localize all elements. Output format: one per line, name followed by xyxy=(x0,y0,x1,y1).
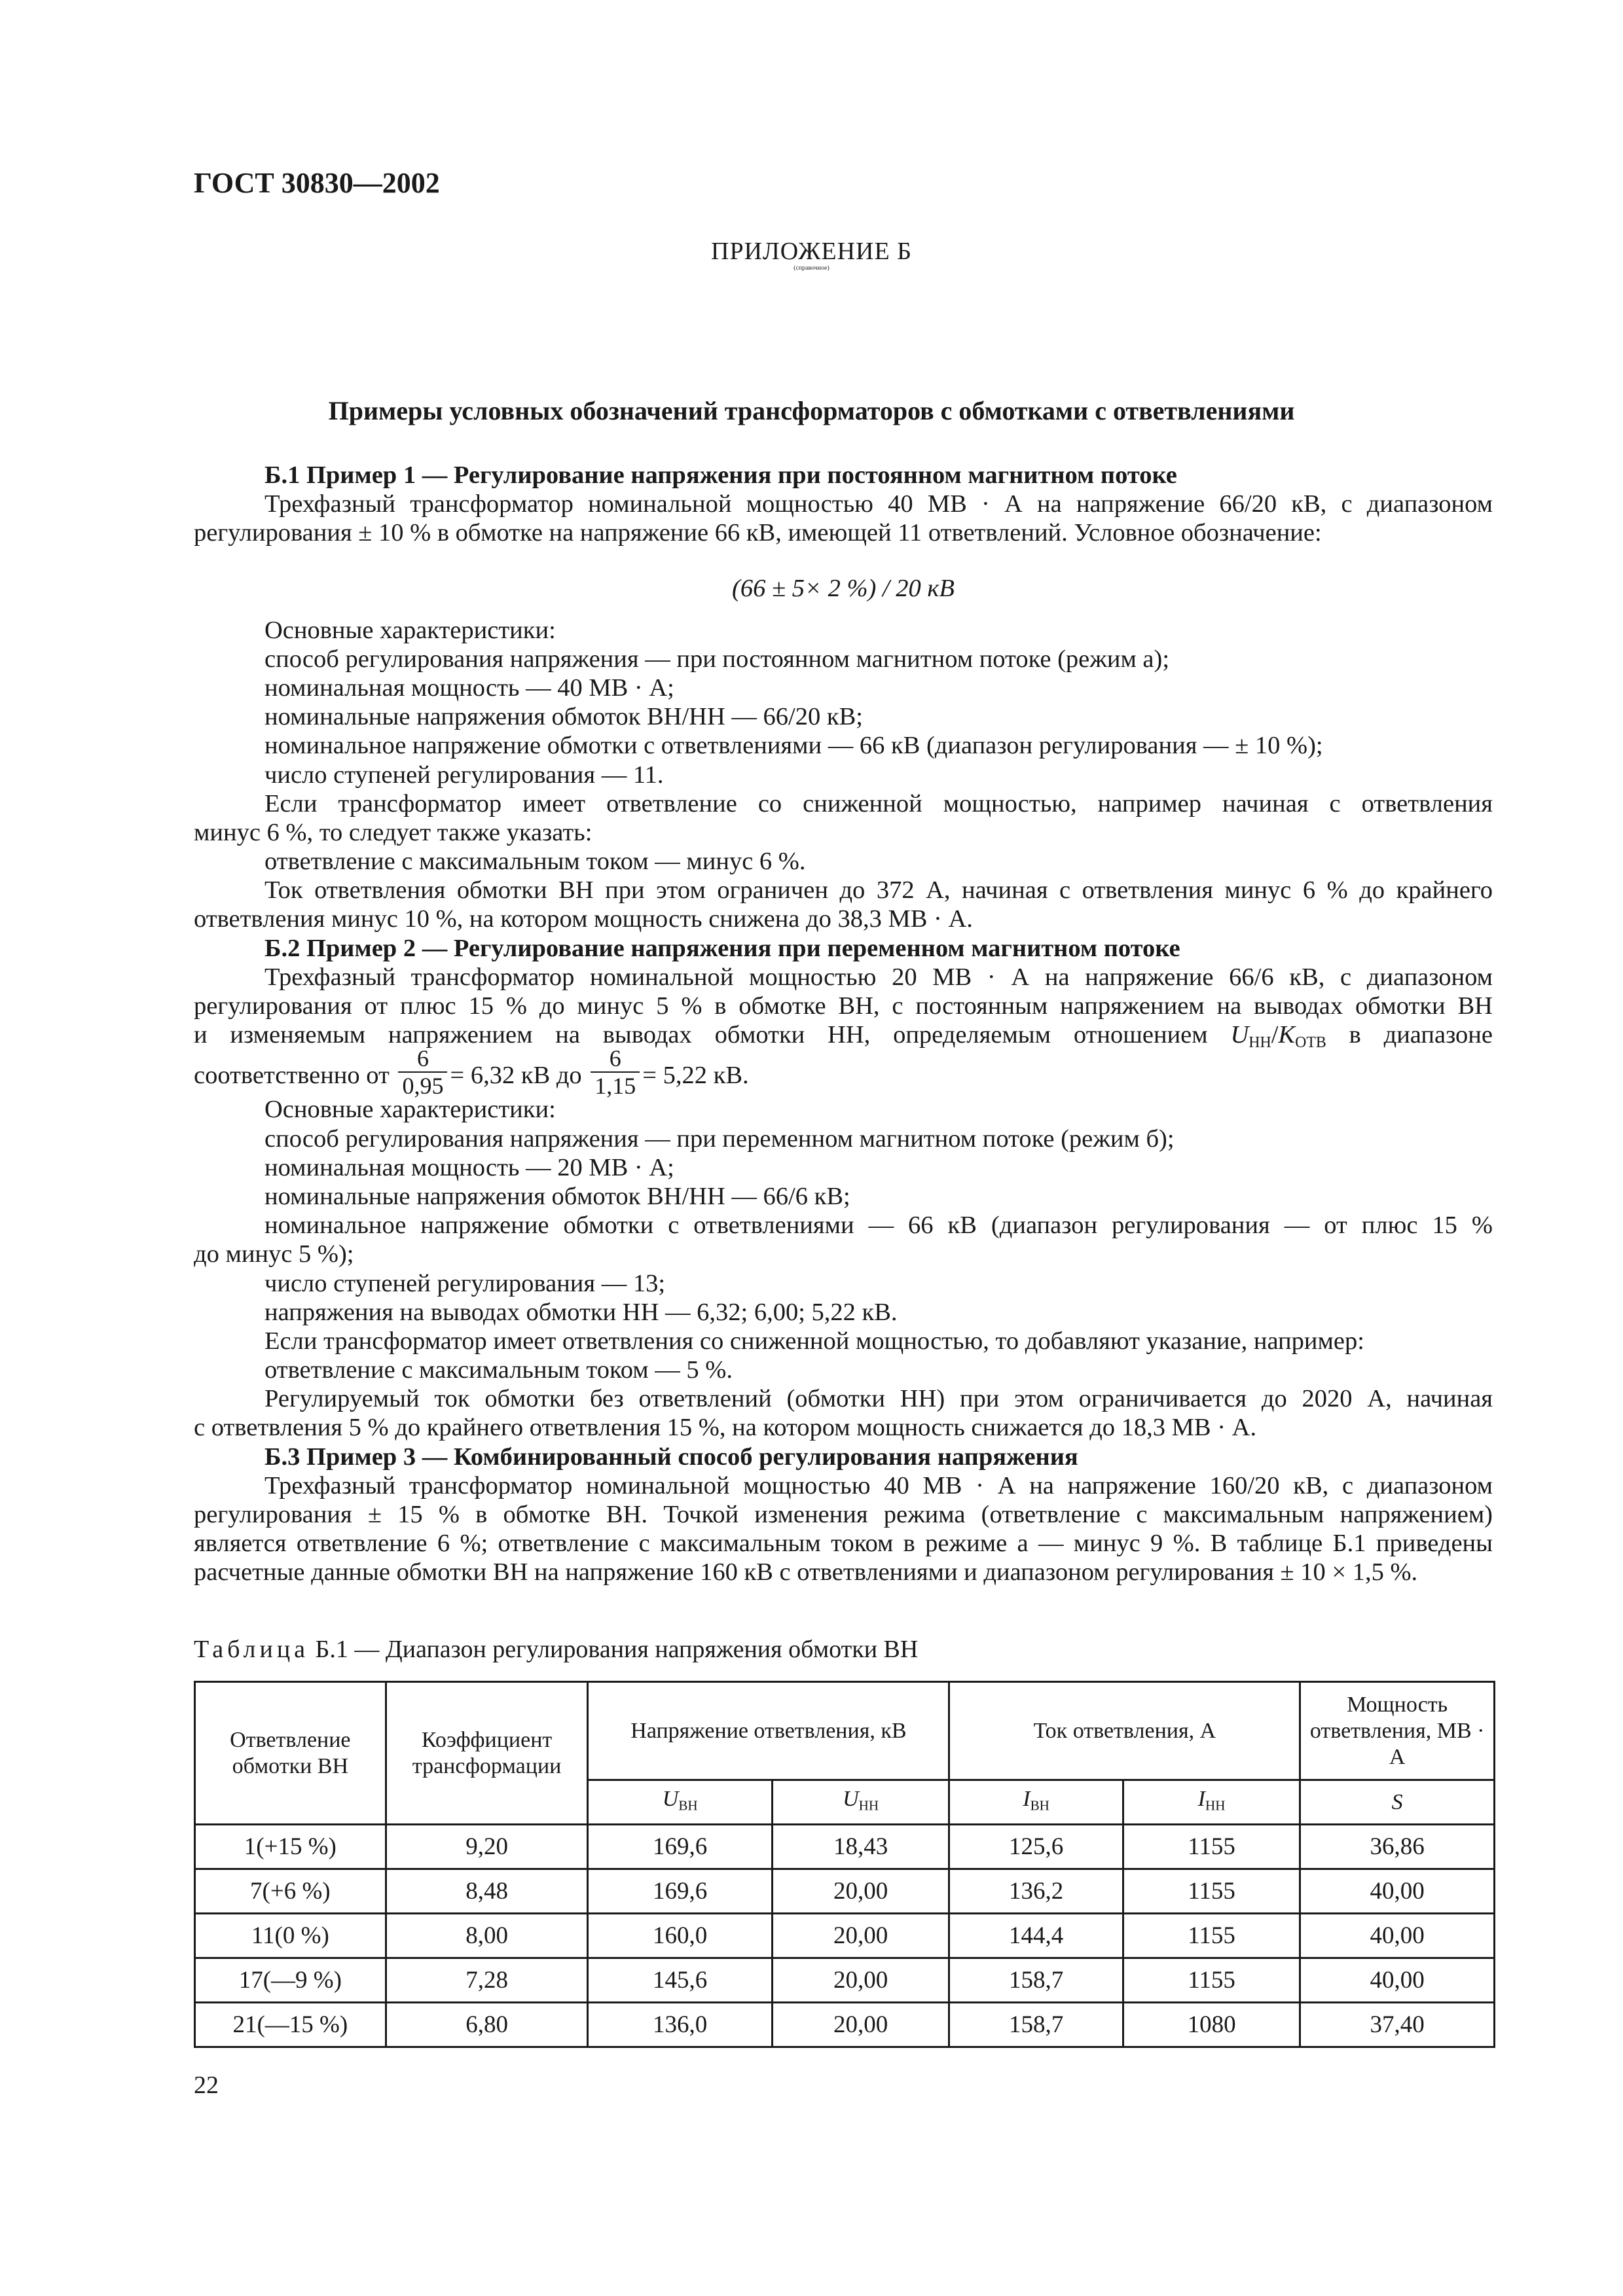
cell-tap: 17(—9 %) xyxy=(195,1958,386,2003)
header-power: Мощность ответвления, МВ · А xyxy=(1300,1682,1495,1780)
example1-heading: Б.1 Пример 1 — Регулирование напряжения при постоянном магнитном потоке xyxy=(264,461,1177,489)
characteristic-item: способ регулирования напряжения — при постоянном магнитном потоке (режим а); xyxy=(264,645,1170,673)
cell-ratio: 8,00 xyxy=(386,1914,588,1958)
subscript: ВН xyxy=(678,1797,698,1814)
characteristic-item: число ступеней регулирования — 11. xyxy=(264,761,664,789)
symbol: U xyxy=(843,1786,859,1811)
characteristics-label: Основные характеристики: xyxy=(264,1096,556,1124)
cell-i-lv: 1155 xyxy=(1123,1869,1300,1914)
cell-u-lv: 20,00 xyxy=(772,1914,949,1958)
subheader-u-lv xyxy=(772,1780,949,1825)
page-number: 22 xyxy=(194,2072,219,2099)
cell-i-lv: 1155 xyxy=(1123,1914,1300,1958)
cell-i-lv: 1155 xyxy=(1123,1825,1300,1869)
example3-heading: Б.3 Пример 3 — Комбинированный способ регулирования напряжения xyxy=(264,1443,1078,1471)
header-tap: Ответвление обмотки ВН xyxy=(195,1682,386,1825)
characteristic-item: номинальное напряжение обмотки с ответвлениями — 66 кВ (диапазон регулирования — ± 10 %); xyxy=(264,732,1323,760)
paragraph-line: минус 6 %, то следует также указать: xyxy=(194,818,593,846)
cell-ratio: 8,48 xyxy=(386,1869,588,1914)
paragraph-line: регулирования от плюс 15 % до минус 5 % в обмотке ВН, с постоянным напряжением на выводах обмотки ВН xyxy=(194,992,1493,1020)
symbol: U xyxy=(662,1786,679,1811)
paragraph-line: регулирования ± 15 % в обмотке ВН. Точкой изменения режима (ответвление с максимальным напряжением) xyxy=(194,1501,1493,1528)
text-span: = 6,32 кВ до xyxy=(450,1062,582,1090)
cell-i-hv: 125,6 xyxy=(949,1825,1123,1869)
paragraph-line xyxy=(194,1020,1493,1049)
fraction-numerator: 6 xyxy=(591,1047,640,1073)
example2-heading: Б.2 Пример 2 — Регулирование напряжения при переменном магнитном потоке xyxy=(264,934,1180,962)
cell-i-hv: 136,2 xyxy=(949,1869,1123,1914)
body-text xyxy=(194,461,1493,1587)
characteristic-item: напряжения на выводах обмотки НН — 6,32; 6,00; 5,22 кВ. xyxy=(264,1298,898,1326)
text-span: соответственно от xyxy=(194,1062,390,1090)
table-caption xyxy=(194,1635,918,1664)
cell-s: 40,00 xyxy=(1300,1869,1495,1914)
paragraph-line: Трехфазный трансформатор номинальной мощностью 40 МВ · А на напряжение 160/20 кВ, с диапазоном xyxy=(264,1471,1493,1499)
cell-i-lv: 1080 xyxy=(1123,2003,1300,2047)
cell-u-lv: 20,00 xyxy=(772,2003,949,2047)
cell-ratio: 9,20 xyxy=(386,1825,588,1869)
subscript: ОТВ xyxy=(1295,1034,1326,1050)
characteristic-item: номинальное напряжение обмотки с ответвлениями — 66 кВ (диапазон регулирования — от плюс 15 % xyxy=(264,1211,1493,1240)
table-row xyxy=(195,1825,1495,1869)
paragraph-line: регулирования ± 10 % в обмотке на напряжение 66 кВ, имеющей 11 ответвлений. Условное обозначение: xyxy=(194,519,1322,547)
cell-s: 36,86 xyxy=(1300,1825,1495,1869)
table-row xyxy=(195,1958,1495,2003)
header-current: Ток ответвления, А xyxy=(949,1682,1300,1780)
cell-tap: 1(+15 %) xyxy=(195,1825,386,1869)
ratio-expression xyxy=(1230,1021,1326,1049)
cell-u-lv: 20,00 xyxy=(772,1869,949,1914)
cell-u-lv: 20,00 xyxy=(772,1958,949,2003)
cell-s: 40,00 xyxy=(1300,1958,1495,2003)
slash: / xyxy=(1271,1021,1279,1049)
cell-tap: 7(+6 %) xyxy=(195,1869,386,1914)
subheader-s xyxy=(1300,1780,1495,1825)
subscript: НН xyxy=(858,1797,879,1814)
characteristic-item: номинальные напряжения обмоток ВН/НН — 66/20 кВ; xyxy=(264,703,863,731)
fraction-line xyxy=(194,1045,1493,1100)
characteristic-item: номинальные напряжения обмоток ВН/НН — 66/6 кВ; xyxy=(264,1182,850,1210)
characteristic-item: до минус 5 %); xyxy=(194,1240,354,1268)
cell-u-hv: 169,6 xyxy=(588,1869,772,1914)
cell-ratio: 7,28 xyxy=(386,1958,588,2003)
characteristic-item: число ступеней регулирования — 13; xyxy=(264,1269,666,1297)
symbol: I xyxy=(1197,1786,1205,1811)
cell-ratio: 6,80 xyxy=(386,2003,588,2047)
subscript: ВН xyxy=(1030,1797,1049,1814)
cell-u-hv: 169,6 xyxy=(588,1825,772,1869)
characteristic-item: номинальная мощность — 40 МВ · А; xyxy=(264,673,674,702)
cell-i-hv: 144,4 xyxy=(949,1914,1123,1958)
section-title: Примеры условных обозначений трансформаторов с обмотками с ответвлениями xyxy=(328,396,1295,425)
paragraph-line: Ток ответвления обмотки ВН при этом ограничен до 372 А, начиная с ответвления минус 6 % до крайнего xyxy=(264,876,1493,905)
subheader-u-hv xyxy=(588,1780,772,1825)
characteristic-item: способ регулирования напряжения — при переменном магнитном потоке (режим б); xyxy=(264,1124,1175,1153)
table-caption-label: Таблица xyxy=(194,1636,310,1663)
cell-s: 40,00 xyxy=(1300,1914,1495,1958)
regulation-range-table xyxy=(194,1681,1495,2048)
cell-tap: 11(0 %) xyxy=(195,1914,386,1958)
table-row xyxy=(195,1869,1495,1914)
table-caption-text: Б.1 — Диапазон регулирования напряжения обмотки ВН xyxy=(315,1636,919,1663)
subheader-i-lv xyxy=(1123,1780,1300,1825)
appendix-status: (справочное) xyxy=(793,264,830,272)
paragraph-line: Трехфазный трансформатор номинальной мощностью 20 МВ · А на напряжение 66/6 кВ, с диапазоном xyxy=(264,963,1493,991)
paragraph-line: с ответвления 5 % до крайнего ответвления 15 %, на котором мощность снижается до 18,3 МВ · А. xyxy=(194,1414,1257,1442)
text-span: = 5,22 кВ. xyxy=(642,1062,749,1090)
text-span: в диапазоне xyxy=(1349,1021,1493,1049)
cell-u-hv: 160,0 xyxy=(588,1914,772,1958)
text-span: и изменяемым напряжением на выводах обмотки НН, определяемым отношением xyxy=(194,1021,1208,1049)
header-ratio: Коэффициент трансформации xyxy=(386,1682,588,1825)
paragraph-line: ответвление с максимальным током — 5 %. xyxy=(264,1356,733,1384)
subheader-i-hv xyxy=(949,1780,1123,1825)
cell-i-hv: 158,7 xyxy=(949,1958,1123,2003)
paragraph-line: ответвление с максимальным током — минус 6 %. xyxy=(264,848,806,876)
cell-i-hv: 158,7 xyxy=(949,2003,1123,2047)
fraction-denominator: 0,95 xyxy=(402,1073,444,1100)
cell-u-hv: 136,0 xyxy=(588,2003,772,2047)
paragraph-line: Трехфазный трансформатор номинальной мощностью 40 МВ · А на напряжение 66/20 кВ, с диапазоном xyxy=(264,490,1493,518)
characteristics-label: Основные характеристики: xyxy=(264,616,556,644)
fraction-denominator: 1,15 xyxy=(594,1073,636,1100)
symbol: K xyxy=(1278,1021,1296,1049)
table-row xyxy=(195,2003,1495,2047)
cell-tap: 21(—15 %) xyxy=(195,2003,386,2047)
table-row xyxy=(195,1914,1495,1958)
paragraph-line: Если трансформатор имеет ответвления со сниженной мощностью, то добавляют указание, например: xyxy=(264,1327,1364,1355)
symbol: U xyxy=(1230,1021,1249,1049)
paragraph-line: Если трансформатор имеет ответвление со сниженной мощностью, например начиная с ответвления xyxy=(264,789,1493,817)
fraction-numerator: 6 xyxy=(398,1047,447,1073)
subscript: НН xyxy=(1205,1797,1226,1814)
paragraph-line: расчетные данные обмотки ВН на напряжение 160 кВ с ответвлениями и диапазоном регулирования ± 10 × 1,5 %. xyxy=(194,1558,1418,1587)
standard-code: ГОСТ 30830—2002 xyxy=(194,167,440,199)
symbol: S xyxy=(1391,1789,1403,1814)
paragraph-line: ответвления минус 10 %, на котором мощность снижена до 38,3 МВ · А. xyxy=(194,905,973,933)
cell-u-hv: 145,6 xyxy=(588,1958,772,2003)
designation-formula: (66 ± 5× 2 %) / 20 кВ xyxy=(732,574,955,602)
appendix-title: ПРИЛОЖЕНИЕ Б xyxy=(711,238,912,265)
header-voltage: Напряжение ответвления, кВ xyxy=(588,1682,949,1780)
fraction xyxy=(398,1047,447,1098)
cell-s: 37,40 xyxy=(1300,2003,1495,2047)
subscript: НН xyxy=(1249,1034,1271,1050)
paragraph-line: Регулируемый ток обмотки без ответвлений (обмотки НН) при этом ограничивается до 2020 А, начиная xyxy=(264,1385,1493,1413)
symbol: I xyxy=(1023,1786,1030,1811)
cell-i-lv: 1155 xyxy=(1123,1958,1300,2003)
fraction xyxy=(591,1047,640,1098)
characteristic-item: номинальная мощность — 20 МВ · А; xyxy=(264,1153,674,1181)
cell-u-lv: 18,43 xyxy=(772,1825,949,1869)
paragraph-line: является ответвление 6 %; ответвление с максимальным током в режиме а — минус 9 %. В таблице Б.1 приведены xyxy=(194,1530,1493,1558)
